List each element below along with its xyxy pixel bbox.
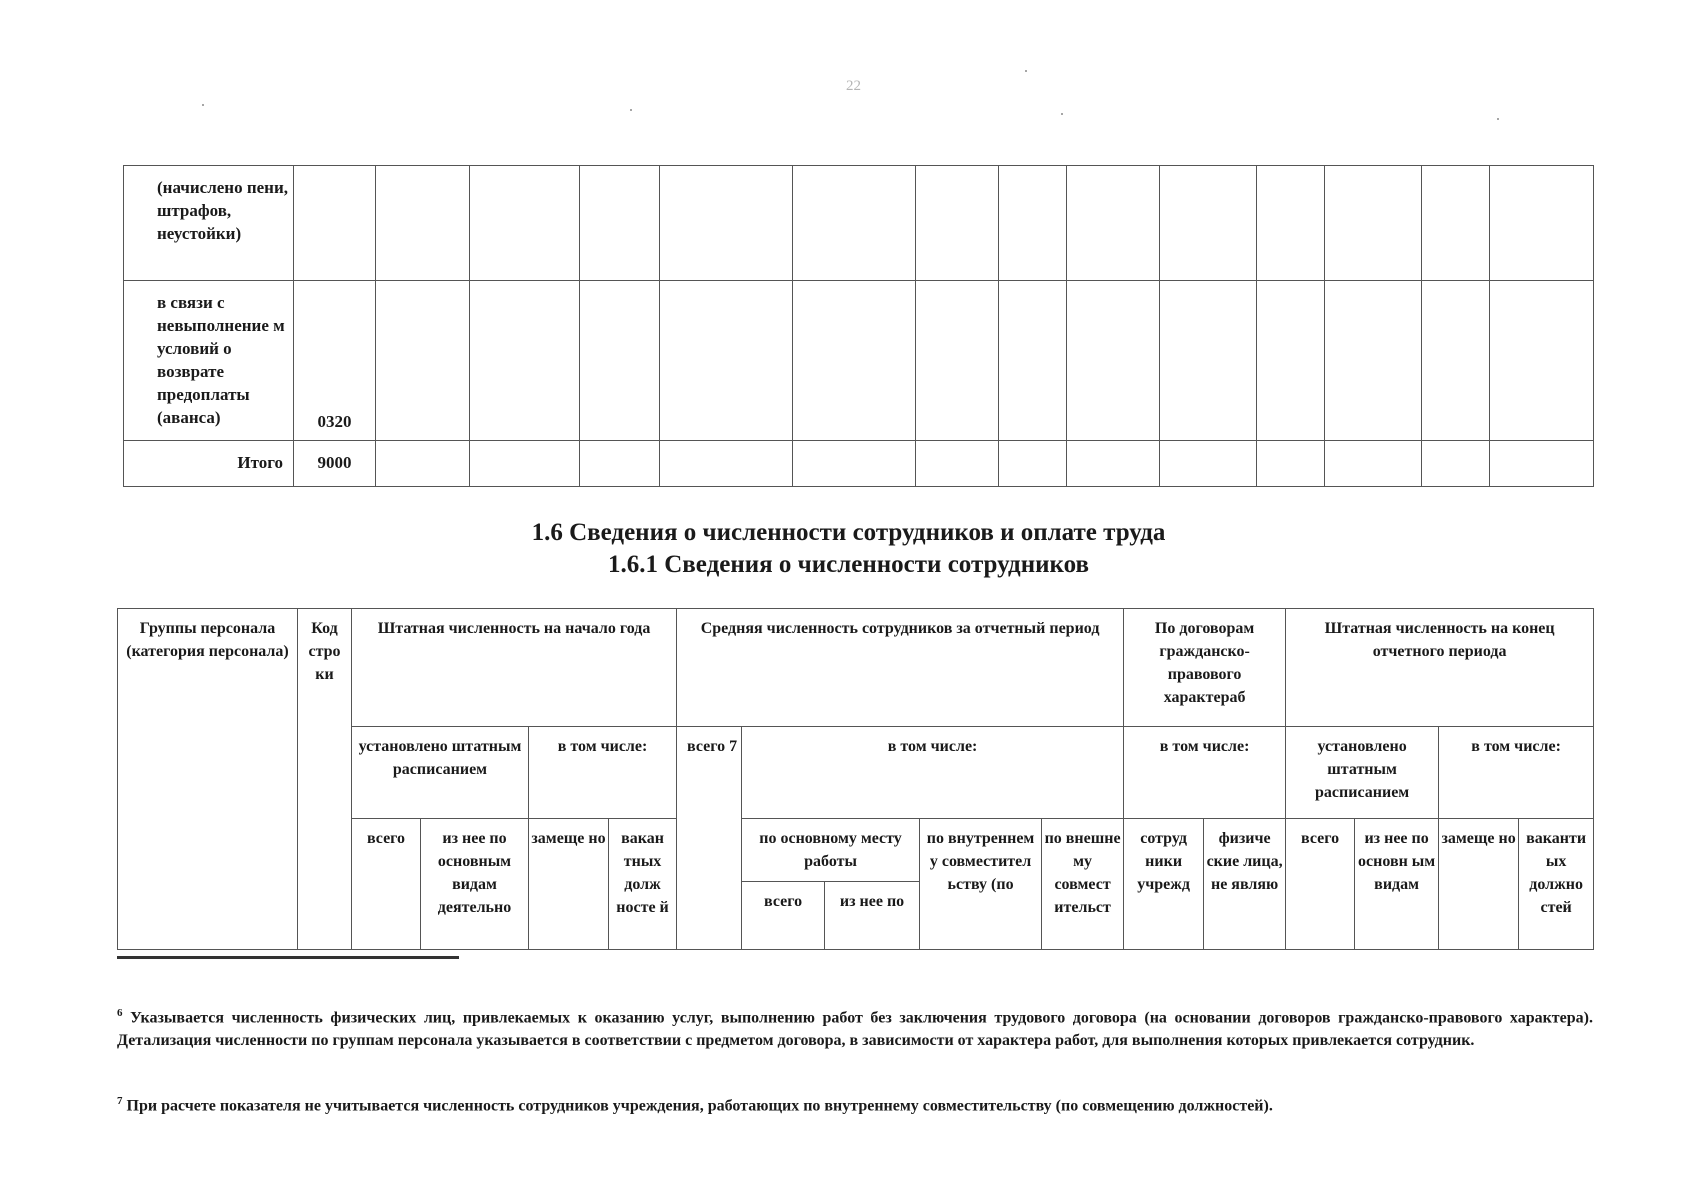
total-row (124, 441, 1594, 487)
table-cell (999, 166, 1067, 281)
table-cell (999, 441, 1067, 487)
table-cell (1490, 166, 1594, 281)
scan-speck (630, 109, 632, 111)
header-start-of-year: Штатная численность на начало года (352, 609, 677, 727)
header-start-vacant: вакан тных долж носте й (609, 819, 677, 950)
table-cell (1067, 166, 1160, 281)
total-label: Итого (124, 441, 294, 487)
table-row (124, 281, 1594, 441)
header-end-established: установлено штатным расписанием (1286, 727, 1439, 819)
footnote-6-mark: 6 (117, 1007, 123, 1019)
scan-speck (1497, 118, 1499, 120)
table-cell (916, 281, 999, 441)
header-code: Код стро ки (298, 609, 352, 950)
header-civil-individuals: физиче ские лица, не являю (1204, 819, 1286, 950)
header-row (118, 609, 1594, 727)
table-cell (1422, 166, 1490, 281)
table-cell (470, 441, 580, 487)
header-civil-including: в том числе: (1124, 727, 1286, 819)
table-cell (1422, 281, 1490, 441)
table-cell (660, 441, 793, 487)
scan-speck (202, 104, 204, 106)
table-cell (1257, 166, 1325, 281)
table-cell (1257, 441, 1325, 487)
header-avg-external: по внешне му совмест ительст (1042, 819, 1124, 950)
header-start-filled: замеще но (529, 819, 609, 950)
table-cell (1067, 441, 1160, 487)
table-cell (1160, 166, 1257, 281)
header-end-main-activity: из нее по основн ым видам (1355, 819, 1439, 950)
table-cell (1325, 281, 1422, 441)
page-number: 22 (846, 78, 861, 94)
footnote-6-text: Указывается численность физических лиц, привлекаемых к оказанию услуг, выполнению работ без заключения трудового договора (на основании договоров гражданско-правового характера). Детализация численности по группам персонала указывается в соответствии с предметом договора, в зависимости от характера работ, для выполнения которых привлекается сотрудник. (117, 1009, 1593, 1050)
header-start-total: всего (352, 819, 421, 950)
table-cell (916, 441, 999, 487)
header-start-established: установлено штатным расписанием (352, 727, 529, 819)
footnote-7-text: При расчете показателя не учитывается численность сотрудников учреждения, работающих по внутреннему совместительству (по совмещению должностей). (126, 1097, 1273, 1115)
header-end-filled: замеще но (1439, 819, 1519, 950)
header-end-of-period: Штатная численность на конец отчетного периода (1286, 609, 1594, 727)
header-avg-internal: по внутреннем у совместител ьству (по (920, 819, 1042, 950)
header-avg-main-total: всего (742, 882, 825, 950)
header-average: Средняя численность сотрудников за отчетный период (677, 609, 1124, 727)
table-cell (376, 166, 470, 281)
table-cell (1257, 281, 1325, 441)
table-cell (1490, 441, 1594, 487)
table-cell (1160, 281, 1257, 441)
footnote-6 (117, 1002, 1593, 1052)
header-civil-contracts: По договорам гражданско-правового характераб (1124, 609, 1286, 727)
table-cell (1325, 166, 1422, 281)
header-start-main-activity: из нее по основным видам деятельно (421, 819, 529, 950)
scan-speck (1025, 70, 1027, 72)
previous-table-fragment (123, 165, 1594, 487)
table-cell (470, 281, 580, 441)
table-row (124, 166, 1594, 281)
header-start-including: в том числе: (529, 727, 677, 819)
section-title: 1.6 Сведения о численности сотрудников и оплате труда (531, 519, 1166, 546)
section-subtitle: 1.6.1 Сведения о численности сотрудников (608, 551, 1089, 578)
header-end-total: всего (1286, 819, 1355, 950)
header-end-vacant: ваканти ых должно стей (1519, 819, 1594, 950)
header-avg-main-place: по основному месту работы (742, 819, 920, 882)
header-average-including: в том числе: (742, 727, 1124, 819)
table-cell (660, 166, 793, 281)
footnote-7-mark: 7 (117, 1095, 123, 1107)
footnote-7 (117, 1090, 1593, 1117)
row-code: 0320 (294, 281, 376, 441)
table-cell (793, 166, 916, 281)
table-cell (376, 281, 470, 441)
table-cell (580, 281, 660, 441)
header-avg-main-sub: из нее по (825, 882, 920, 950)
table-cell (580, 166, 660, 281)
header-civil-employees: сотруд ники учрежд (1124, 819, 1204, 950)
table-cell (580, 441, 660, 487)
table-cell (1422, 441, 1490, 487)
row-label: в связи с невыполнение м условий о возврате предоплаты (аванса) (124, 281, 294, 441)
table-cell (916, 166, 999, 281)
staff-count-table (117, 608, 1594, 950)
table-cell (1490, 281, 1594, 441)
table-cell (470, 166, 580, 281)
table-cell (999, 281, 1067, 441)
table-cell (1160, 441, 1257, 487)
table-cell (793, 441, 916, 487)
row-code (294, 166, 376, 281)
header-average-total: всего 7 (677, 727, 742, 950)
scan-speck (1061, 113, 1063, 115)
table-cell (660, 281, 793, 441)
row-label: (начислено пени, штрафов, неустойки) (124, 166, 294, 281)
table-cell (1325, 441, 1422, 487)
header-end-including: в том числе: (1439, 727, 1594, 819)
table-cell (793, 281, 916, 441)
header-groups: Группы персонала (категория персонала) (118, 609, 298, 950)
footnote-separator (117, 956, 459, 959)
total-code: 9000 (294, 441, 376, 487)
table-cell (1067, 281, 1160, 441)
table-cell (376, 441, 470, 487)
